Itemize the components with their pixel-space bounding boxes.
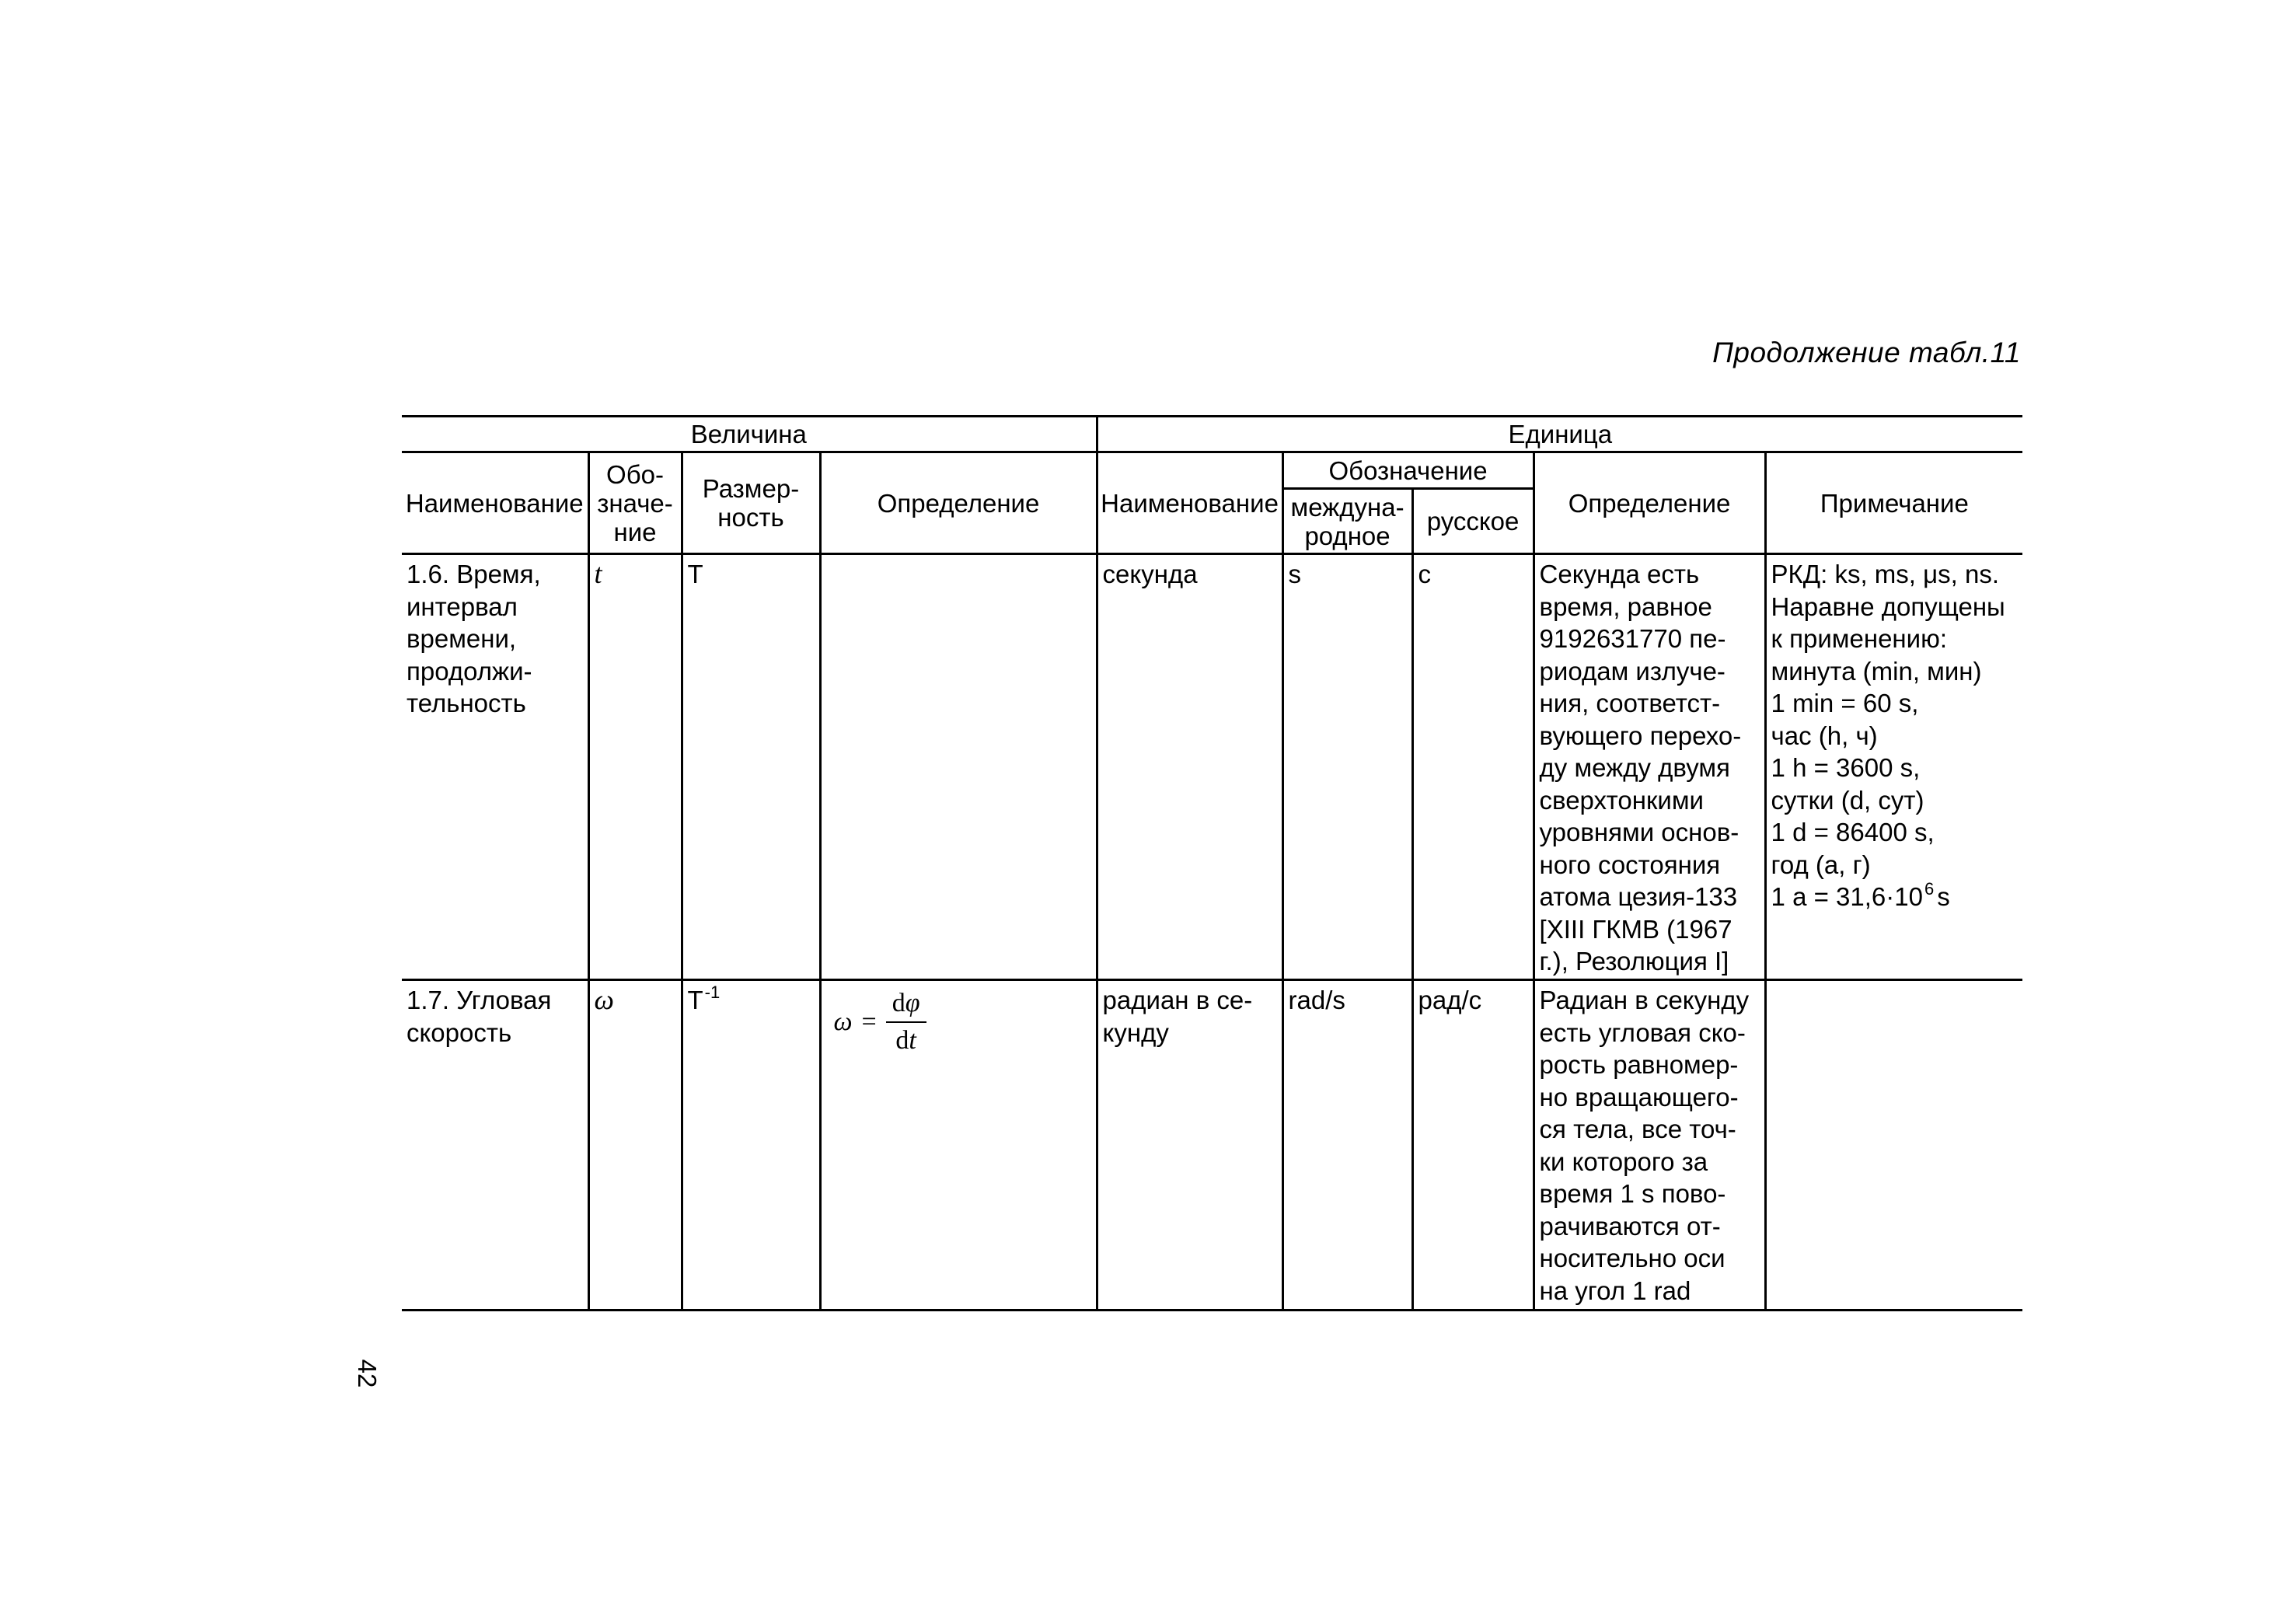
- quantity-dimension-header: Размер- ность: [682, 452, 820, 554]
- unit-designation-header: Обозначение: [1282, 452, 1534, 489]
- unit-group-header: Единица: [1097, 417, 2022, 452]
- unit-definition-cell: Секунда есть время, равное 9192631770 пе- риодам излуче- ния, соответст- вующего перехо- ду между двумя сверхтонкими уровнями основ- ного состояния атома цезия-133 [XIII ГКМВ (1967 г.), Резолюция I]: [1534, 554, 1765, 980]
- symbol-t: t: [594, 558, 602, 589]
- denominator-t: t: [909, 1025, 916, 1055]
- formula-lhs: ω: [833, 1007, 853, 1036]
- unit-russian-header: русское: [1412, 489, 1534, 554]
- unit-russian-cell: рад/с: [1412, 980, 1534, 1311]
- quantity-group-header: Величина: [402, 417, 1097, 452]
- quantity-definition-cell: [820, 554, 1097, 980]
- numerator-phi: φ: [905, 989, 920, 1017]
- unit-international-cell: rad/s: [1282, 980, 1412, 1311]
- page-number: 42: [353, 1359, 382, 1388]
- quantity-dimension-cell: [682, 554, 820, 980]
- table-continuation-caption: Продолжение табл.11: [1712, 337, 2021, 368]
- note-year-unit: s: [1937, 882, 1950, 911]
- symbol-omega: ω: [594, 984, 614, 1015]
- quantity-dimension-cell: [682, 980, 820, 1311]
- unit-definition-header: Определение: [1534, 452, 1765, 554]
- table-row: [402, 554, 2022, 980]
- formula-fraction: [886, 987, 926, 1056]
- dimension-exponent: -1: [704, 983, 721, 1002]
- quantity-name-header: Наименование: [402, 452, 588, 554]
- numerator-d: d: [892, 989, 905, 1017]
- note-text: РКД: ks, ms, μs, ns. Наравне допущены к применению: минута (min, мин) 1 min = 60 s, час (h, ч) 1 h = 3600 s, сутки (d, сут) 1 d = 86400 s, год (a, г): [1771, 560, 2005, 879]
- unit-international-header: междуна- родное: [1282, 489, 1412, 554]
- angular-velocity-formula: [834, 987, 1093, 1056]
- unit-name-cell: радиан в се- кунду: [1097, 980, 1282, 1311]
- quantity-definition-header: Определение: [820, 452, 1097, 554]
- unit-name-header: Наименование: [1097, 452, 1282, 554]
- unit-note-cell: [1765, 980, 2022, 1311]
- dimension-base: T: [687, 560, 703, 588]
- note-year-value: 1 a = 31,6·10: [1771, 882, 1923, 911]
- note-year-exponent: 6: [1924, 879, 1935, 899]
- formula-equals: =: [861, 1007, 877, 1036]
- denominator-d: d: [895, 1025, 909, 1055]
- quantity-symbol-header: Обо- значе- ние: [588, 452, 682, 554]
- units-table: [402, 415, 2022, 1311]
- unit-name-cell: секунда: [1097, 554, 1282, 980]
- unit-international-cell: s: [1282, 554, 1412, 980]
- unit-definition-cell: Радиан в секунду есть угловая ско- рость равномер- но вращающего- ся тела, все точ- ки которого за время 1 s пово- рачиваются от- носительно оси на угол 1 rad: [1534, 980, 1765, 1311]
- quantity-symbol-cell: [588, 554, 682, 980]
- unit-note-cell: [1765, 554, 2022, 980]
- note-year-line: [1771, 881, 2020, 916]
- quantity-name-cell: 1.6. Время, интервал времени, продолжи- тельность: [402, 554, 588, 980]
- quantity-definition-cell: [820, 980, 1097, 1311]
- unit-note-header: Примечание: [1765, 452, 2022, 554]
- formula-numerator: [886, 987, 926, 1023]
- unit-russian-cell: с: [1412, 554, 1534, 980]
- dimension-base: T: [687, 986, 703, 1014]
- quantity-symbol-cell: [588, 980, 682, 1311]
- table-row: [402, 980, 2022, 1311]
- quantity-name-cell: 1.7. Угловая скорость: [402, 980, 588, 1311]
- formula-denominator: [895, 1023, 916, 1057]
